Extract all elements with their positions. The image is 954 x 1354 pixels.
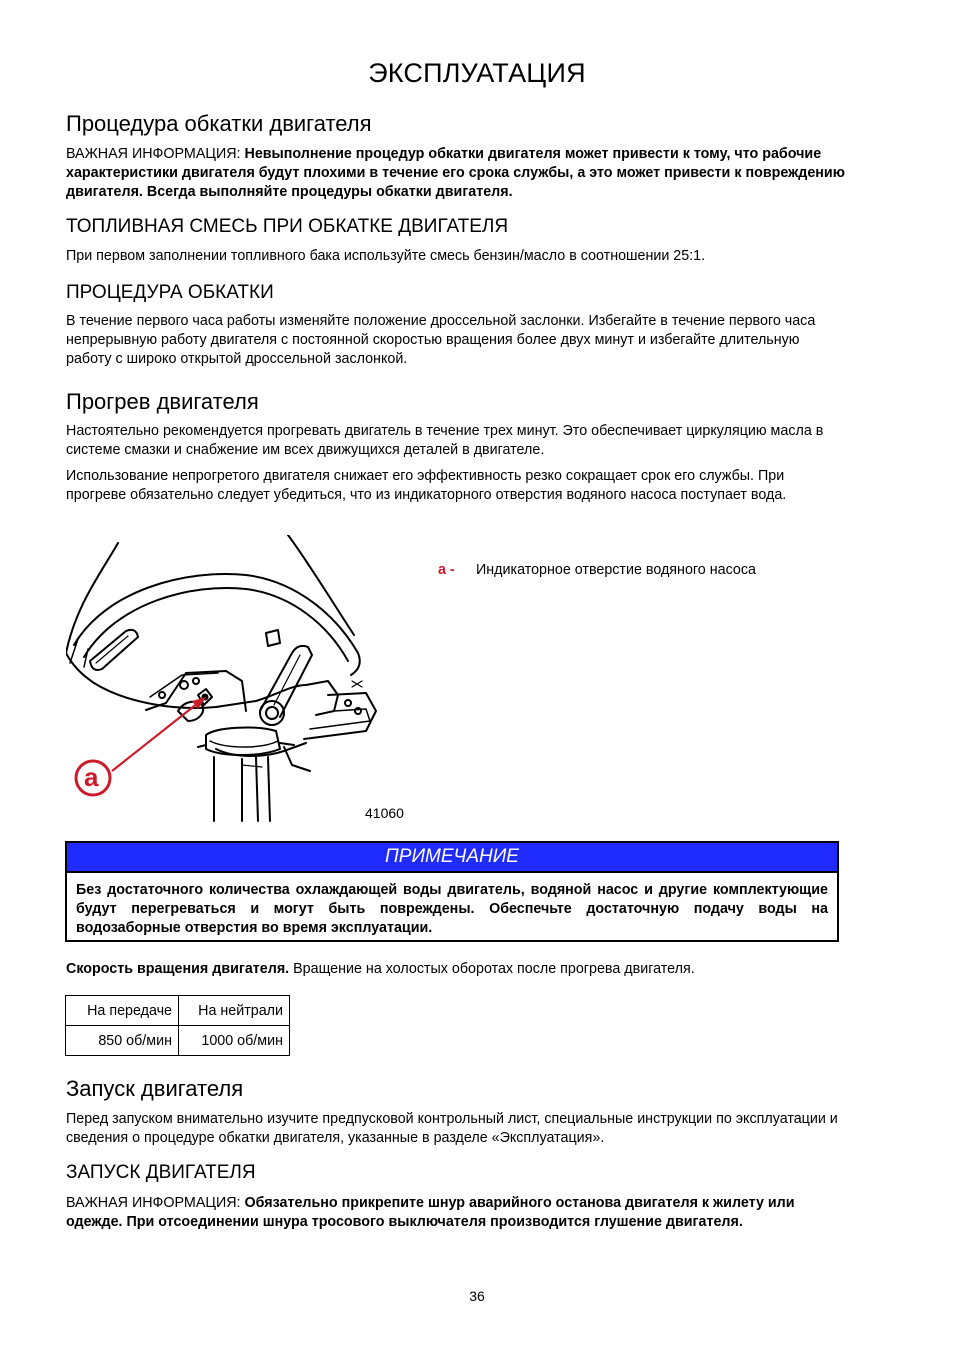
warmup-section-title: Прогрев двигателя — [66, 389, 259, 414]
start-important-note — [66, 1194, 850, 1232]
idle-rpm-table — [65, 995, 290, 1056]
value-neutral: 1000 об/мин — [179, 1026, 290, 1056]
legend-text: Индикаторное отверстие водяного насоса — [476, 562, 756, 578]
note-text: Без достаточного количества охлаждающей воды двигатель, водяной насос и другие комплектующие будут перегреваться и могут быть повреждены. Обеспечьте достаточную подачу воды на водозаборные отверстия во время эксплуатации. — [76, 882, 828, 937]
swivel-collar — [206, 728, 280, 755]
clamp-bracket — [304, 693, 376, 739]
cowl-left-edge — [66, 543, 118, 653]
breakin-section-title: Процедура обкатки двигателя — [66, 111, 372, 136]
legend-key: a - — [438, 562, 455, 578]
cowl-handle — [90, 630, 138, 670]
cowl-right-edge — [288, 535, 354, 635]
important-label: ВАЖНАЯ ИНФОРМАЦИЯ: — [66, 146, 241, 162]
engine-illustration — [66, 535, 386, 823]
note-box — [65, 841, 839, 942]
breakin-important-note — [66, 145, 846, 203]
fuel-mix-title: ТОПЛИВНАЯ СМЕСЬ ПРИ ОБКАТКЕ ДВИГАТЕЛЯ — [66, 216, 509, 237]
fuel-mix-text: При первом заполнении топливного бака используйте смесь бензин/масло в соотношении 25:1. — [66, 248, 706, 264]
page-number: 36 — [469, 1288, 485, 1304]
chapter-title: ЭКСПЛУАТАЦИЯ — [368, 58, 586, 88]
breakin-procedure-text: В течение первого часа работы изменяйте положение дроссельной заслонки. Избегайте в течение первого часа непрерывную работу двигателя с постоянной скоростью вращения более двух минут и избегайте длительную работу с широко открытой дроссельной заслонкой. — [66, 313, 816, 368]
important-text: Невыполнение процедур обкатки двигателя может привести к тому, что рабочие характеристики двигателя будут плохими в течение его срока службы, а это может привести к повреждению двигателя. Всегда выполняйте процедуры обкатки двигателя. — [66, 146, 845, 201]
header-neutral: На нейтрали — [179, 996, 290, 1026]
engine-drawing-svg — [66, 535, 386, 823]
cowl-latch — [266, 630, 280, 646]
figure-legend — [438, 562, 756, 578]
warmup-para-1: Настоятельно рекомендуется прогревать двигатель в течение трех минут. Это обеспечивает циркуляцию масла в системе смазки и снабжение им всех движущихся деталей в двигателе. — [66, 423, 824, 459]
warmup-para-2: Использование непрогретого двигателя снижает его эффективность резко сокращает срок его службы. При прогреве обязательно следует убедиться, что из индикаторного отверстия водяного насоса поступает вода. — [66, 468, 787, 504]
important-text: Обязательно прикрепите шнур аварийного останова двигателя к жилету или одежде. При отсоединении шнура тросового выключателя производится глушение двигателя. — [66, 1195, 795, 1231]
table-row — [66, 1026, 290, 1056]
figure-number: 41060 — [365, 805, 404, 821]
header-in-gear: На передаче — [66, 996, 179, 1026]
cowl-band-top — [74, 574, 360, 675]
start-section-title: Запуск двигателя — [66, 1076, 244, 1101]
value-in-gear: 850 об/мин — [66, 1026, 179, 1056]
start-engine-subtitle: ЗАПУСК ДВИГАТЕЛЯ — [66, 1162, 256, 1183]
table-row — [66, 996, 290, 1026]
start-intro-text: Перед запуском внимательно изучите предпусковой контрольный лист, специальные инструкции по эксплуатации и сведения о процедуре обкатки двигателя, указанные в разделе «Эксплуатация». — [66, 1111, 838, 1147]
callout-letter: a — [84, 762, 99, 792]
idle-speed-label: Скорость вращения двигателя. — [66, 961, 290, 977]
note-heading: ПРИМЕЧАНИЕ — [67, 843, 837, 873]
idle-speed-desc: Вращение на холостых оборотах после прогрева двигателя. — [289, 961, 695, 977]
pivot-bolt — [260, 701, 284, 725]
breakin-procedure-title: ПРОЦЕДУРА ОБКАТКИ — [66, 282, 274, 303]
idle-speed-text — [66, 960, 846, 979]
important-label: ВАЖНАЯ ИНФОРМАЦИЯ: — [66, 1195, 241, 1211]
